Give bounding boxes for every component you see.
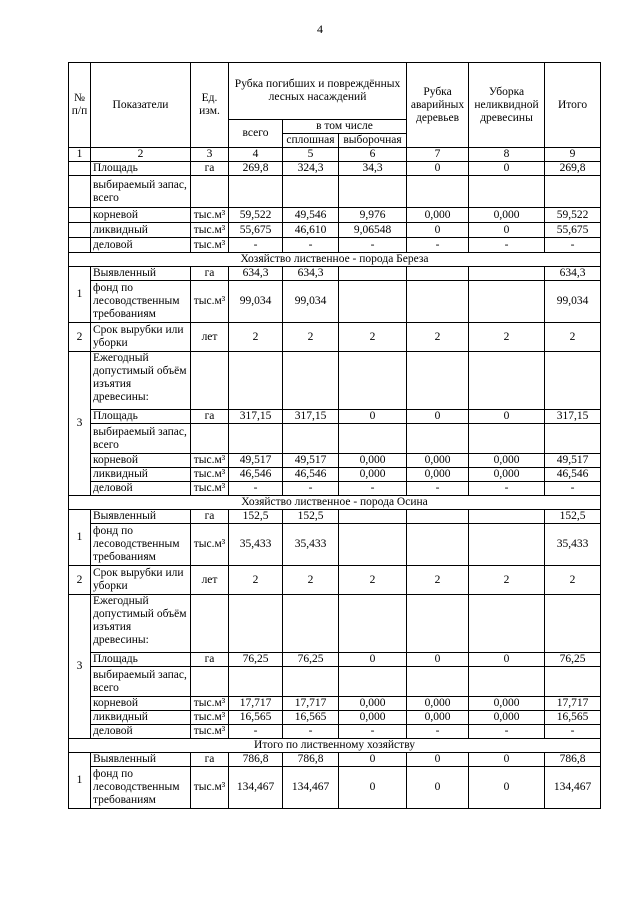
indicator-label: ликвидный (91, 223, 191, 238)
unit-cell: тыс.м³ (191, 767, 229, 809)
value-cell (469, 424, 545, 454)
value-cell: 0 (469, 767, 545, 809)
row-number: 1 (69, 267, 91, 323)
value-cell: 9,976 (339, 208, 407, 223)
value-cell (339, 667, 407, 697)
value-cell: 0,000 (339, 711, 407, 725)
column-number-cell: 7 (407, 148, 469, 162)
value-cell (407, 267, 469, 281)
value-cell: 55,675 (229, 223, 283, 238)
unit-cell: тыс.м³ (191, 281, 229, 323)
section-title: Итого по лиственному хозяйству (69, 739, 601, 753)
value-cell: 0 (469, 223, 545, 238)
value-cell (283, 667, 339, 697)
value-cell: 269,8 (545, 162, 601, 176)
unit-cell: га (191, 267, 229, 281)
value-cell: 16,565 (545, 711, 601, 725)
column-number-row (69, 148, 601, 162)
value-cell: 0 (339, 653, 407, 667)
unit-cell: тыс.м³ (191, 697, 229, 711)
row-number: 2 (69, 566, 91, 595)
value-cell (229, 176, 283, 208)
header-unit: Ед. изм. (191, 63, 229, 148)
value-cell (283, 176, 339, 208)
forest-table (68, 62, 601, 809)
unit-cell: тыс.м³ (191, 238, 229, 253)
value-cell: - (407, 238, 469, 253)
value-cell: 49,517 (283, 454, 339, 468)
section-title: Хозяйство лиственное - порода Осина (69, 496, 601, 510)
empty-cell (69, 238, 91, 253)
value-cell: 46,546 (545, 468, 601, 482)
row-number: 2 (69, 323, 91, 352)
unit-cell (191, 667, 229, 697)
indicator-label: деловой (91, 482, 191, 496)
table-row (69, 208, 601, 223)
unit-cell: тыс.м³ (191, 524, 229, 566)
value-cell: 152,5 (545, 510, 601, 524)
table-row (69, 468, 601, 482)
value-cell: 16,565 (283, 711, 339, 725)
unit-cell: га (191, 510, 229, 524)
column-number-cell: 5 (283, 148, 339, 162)
value-cell: 59,522 (545, 208, 601, 223)
value-cell: 0 (469, 162, 545, 176)
unit-cell: тыс.м³ (191, 454, 229, 468)
indicator-label: Площадь (91, 410, 191, 424)
empty-cell (545, 595, 601, 653)
value-cell: 2 (469, 323, 545, 352)
header-indicators: Показатели (91, 63, 191, 148)
header-itogo: Итого (545, 63, 601, 148)
value-cell: 0,000 (407, 697, 469, 711)
header-selective: выборочная (339, 134, 407, 148)
value-cell: - (229, 238, 283, 253)
value-cell: - (545, 482, 601, 496)
value-cell: 134,467 (545, 767, 601, 809)
value-cell: 0,000 (407, 454, 469, 468)
value-cell (545, 424, 601, 454)
empty-cell (229, 352, 283, 410)
empty-cell (69, 208, 91, 223)
row-number: 1 (69, 753, 91, 809)
value-cell: 17,717 (283, 697, 339, 711)
value-cell: 2 (283, 323, 339, 352)
value-cell (339, 524, 407, 566)
table-row (69, 482, 601, 496)
table-row (69, 767, 601, 809)
column-number-cell: 4 (229, 148, 283, 162)
value-cell: - (229, 482, 283, 496)
value-cell: 2 (339, 323, 407, 352)
header-clear: сплошная (283, 134, 339, 148)
value-cell: 634,3 (283, 267, 339, 281)
value-cell: 152,5 (229, 510, 283, 524)
value-cell: 317,15 (283, 410, 339, 424)
value-cell: 317,15 (545, 410, 601, 424)
value-cell: 786,8 (545, 753, 601, 767)
value-cell: - (283, 482, 339, 496)
unit-cell: га (191, 162, 229, 176)
value-cell: - (339, 238, 407, 253)
indicator-label: Ежегодный допустимый объём изъятия древесины: (91, 595, 191, 653)
value-cell (469, 267, 545, 281)
value-cell: 99,034 (283, 281, 339, 323)
empty-cell (191, 595, 229, 653)
table-row (69, 697, 601, 711)
value-cell: 152,5 (283, 510, 339, 524)
value-cell: 46,546 (229, 468, 283, 482)
empty-cell (229, 595, 283, 653)
table-row (69, 162, 601, 176)
value-cell: 2 (407, 323, 469, 352)
section-title-row (69, 253, 601, 267)
value-cell (407, 176, 469, 208)
value-cell: 2 (229, 566, 283, 595)
value-cell: - (339, 482, 407, 496)
indicator-label: Срок вырубки или уборки (91, 323, 191, 352)
table-row (69, 566, 601, 595)
indicator-label: деловой (91, 725, 191, 739)
section-title-row (69, 739, 601, 753)
value-cell (339, 424, 407, 454)
empty-cell (469, 352, 545, 410)
value-cell: 0,000 (469, 697, 545, 711)
header-total: всего (229, 120, 283, 148)
value-cell: 46,610 (283, 223, 339, 238)
value-cell: - (283, 238, 339, 253)
value-cell: 0 (407, 767, 469, 809)
value-cell: 0 (407, 753, 469, 767)
header-including: в том числе (283, 120, 407, 134)
column-number-cell: 6 (339, 148, 407, 162)
value-cell (339, 510, 407, 524)
value-cell: 2 (339, 566, 407, 595)
empty-cell (339, 595, 407, 653)
value-cell: 34,3 (339, 162, 407, 176)
column-number-cell: 3 (191, 148, 229, 162)
table-row (69, 510, 601, 524)
value-cell: 17,717 (229, 697, 283, 711)
value-cell: 35,433 (545, 524, 601, 566)
value-cell: 0 (339, 753, 407, 767)
value-cell: 49,517 (229, 454, 283, 468)
table-row (69, 352, 601, 410)
value-cell (469, 524, 545, 566)
indicator-label: Площадь (91, 653, 191, 667)
value-cell (283, 424, 339, 454)
value-cell: 0 (339, 410, 407, 424)
table-row (69, 653, 601, 667)
value-cell (229, 667, 283, 697)
empty-cell (407, 595, 469, 653)
value-cell: - (339, 725, 407, 739)
unit-cell: тыс.м³ (191, 725, 229, 739)
section-title: Хозяйство лиственное - порода Береза (69, 253, 601, 267)
value-cell (339, 281, 407, 323)
value-cell: 59,522 (229, 208, 283, 223)
unit-cell: лет (191, 323, 229, 352)
empty-cell (69, 162, 91, 176)
indicator-label: Площадь (91, 162, 191, 176)
value-cell: 2 (283, 566, 339, 595)
value-cell: 0 (407, 162, 469, 176)
value-cell: 317,15 (229, 410, 283, 424)
value-cell: 16,565 (229, 711, 283, 725)
table-row (69, 323, 601, 352)
value-cell: - (545, 238, 601, 253)
page-number: 4 (317, 22, 323, 36)
unit-cell (191, 424, 229, 454)
row-number: 3 (69, 595, 91, 739)
indicator-label: Срок вырубки или уборки (91, 566, 191, 595)
value-cell: 0 (469, 753, 545, 767)
value-cell: 269,8 (229, 162, 283, 176)
unit-cell: лет (191, 566, 229, 595)
indicator-label: выбираемый запас, всего (91, 424, 191, 454)
indicator-label: ликвидный (91, 468, 191, 482)
value-cell: 0 (407, 410, 469, 424)
value-cell: 0,000 (407, 711, 469, 725)
value-cell (545, 176, 601, 208)
indicator-label: Выявленный (91, 753, 191, 767)
value-cell: 634,3 (229, 267, 283, 281)
table-row (69, 667, 601, 697)
value-cell (469, 667, 545, 697)
empty-cell (69, 223, 91, 238)
value-cell: 0,000 (339, 468, 407, 482)
value-cell: 49,546 (283, 208, 339, 223)
header-emergency: Рубка аварийных деревьев (407, 63, 469, 148)
value-cell (229, 424, 283, 454)
value-cell (339, 176, 407, 208)
value-cell: 35,433 (283, 524, 339, 566)
value-cell: 634,3 (545, 267, 601, 281)
value-cell: 46,546 (283, 468, 339, 482)
value-cell: 134,467 (229, 767, 283, 809)
value-cell: 0 (339, 767, 407, 809)
value-cell (339, 267, 407, 281)
value-cell: - (469, 725, 545, 739)
value-cell: 786,8 (229, 753, 283, 767)
value-cell: 0,000 (469, 711, 545, 725)
value-cell: 2 (545, 566, 601, 595)
table-row (69, 595, 601, 653)
table-row (69, 454, 601, 468)
value-cell: - (229, 725, 283, 739)
indicator-label: Ежегодный допустимый объём изъятия древесины: (91, 352, 191, 410)
column-number-cell: 1 (69, 148, 91, 162)
value-cell: 76,25 (229, 653, 283, 667)
value-cell: 76,25 (283, 653, 339, 667)
unit-cell: тыс.м³ (191, 468, 229, 482)
indicator-label: фонд по лесоводственным требованиям (91, 281, 191, 323)
value-cell (545, 667, 601, 697)
table-row (69, 267, 601, 281)
indicator-label: выбираемый запас, всего (91, 176, 191, 208)
value-cell: 0 (469, 410, 545, 424)
indicator-label: ликвидный (91, 711, 191, 725)
table-row (69, 711, 601, 725)
column-number-cell: 2 (91, 148, 191, 162)
table-row (69, 176, 601, 208)
table-row (69, 753, 601, 767)
empty-cell (407, 352, 469, 410)
table-row (69, 410, 601, 424)
value-cell: 324,3 (283, 162, 339, 176)
table-row (69, 424, 601, 454)
value-cell: 0 (407, 223, 469, 238)
section-title-row (69, 496, 601, 510)
indicator-label: выбираемый запас, всего (91, 667, 191, 697)
table-row (69, 725, 601, 739)
empty-cell (191, 352, 229, 410)
indicator-label: фонд по лесоводственным требованиям (91, 524, 191, 566)
header-num: № п/п (69, 63, 91, 148)
value-cell: 99,034 (545, 281, 601, 323)
value-cell (469, 510, 545, 524)
value-cell (469, 281, 545, 323)
unit-cell (191, 176, 229, 208)
column-number-cell: 8 (469, 148, 545, 162)
header-cut-dead: Рубка погибших и повреждённых лесных насаждений (229, 63, 407, 120)
value-cell: 2 (469, 566, 545, 595)
value-cell: - (469, 238, 545, 253)
column-number-cell: 9 (545, 148, 601, 162)
empty-cell (339, 352, 407, 410)
value-cell: - (283, 725, 339, 739)
unit-cell: га (191, 753, 229, 767)
value-cell: 0,000 (469, 208, 545, 223)
value-cell: - (545, 725, 601, 739)
indicator-label: Выявленный (91, 267, 191, 281)
value-cell: 0,000 (469, 468, 545, 482)
value-cell: 49,517 (545, 454, 601, 468)
unit-cell: га (191, 653, 229, 667)
value-cell (407, 667, 469, 697)
value-cell: 2 (229, 323, 283, 352)
value-cell: 0,000 (407, 468, 469, 482)
unit-cell: га (191, 410, 229, 424)
value-cell: 35,433 (229, 524, 283, 566)
indicator-label: фонд по лесоводственным требованиям (91, 767, 191, 809)
unit-cell: тыс.м³ (191, 223, 229, 238)
value-cell: - (469, 482, 545, 496)
unit-cell: тыс.м³ (191, 482, 229, 496)
value-cell: - (407, 482, 469, 496)
table-row (69, 238, 601, 253)
value-cell: - (407, 725, 469, 739)
value-cell (469, 176, 545, 208)
value-cell: 0,000 (469, 454, 545, 468)
value-cell: 0,000 (407, 208, 469, 223)
indicator-label: корневой (91, 208, 191, 223)
value-cell: 76,25 (545, 653, 601, 667)
table-row (69, 281, 601, 323)
header-illiquid: Уборка неликвидной древесины (469, 63, 545, 148)
row-number: 3 (69, 352, 91, 496)
unit-cell: тыс.м³ (191, 711, 229, 725)
value-cell (407, 510, 469, 524)
value-cell: 0,000 (339, 697, 407, 711)
empty-cell (545, 352, 601, 410)
indicator-label: корневой (91, 454, 191, 468)
value-cell: 17,717 (545, 697, 601, 711)
row-number: 1 (69, 510, 91, 566)
empty-cell (283, 595, 339, 653)
indicator-label: Выявленный (91, 510, 191, 524)
table-row (69, 524, 601, 566)
value-cell: 0 (469, 653, 545, 667)
empty-cell (283, 352, 339, 410)
empty-cell (69, 176, 91, 208)
value-cell (407, 281, 469, 323)
empty-cell (469, 595, 545, 653)
table-row (69, 223, 601, 238)
value-cell (407, 424, 469, 454)
value-cell: 2 (545, 323, 601, 352)
value-cell: 9,06548 (339, 223, 407, 238)
value-cell: 99,034 (229, 281, 283, 323)
indicator-label: корневой (91, 697, 191, 711)
value-cell: 786,8 (283, 753, 339, 767)
value-cell: 134,467 (283, 767, 339, 809)
value-cell: 0,000 (339, 454, 407, 468)
value-cell: 2 (407, 566, 469, 595)
indicator-label: деловой (91, 238, 191, 253)
value-cell (407, 524, 469, 566)
value-cell: 55,675 (545, 223, 601, 238)
unit-cell: тыс.м³ (191, 208, 229, 223)
value-cell: 0 (407, 653, 469, 667)
